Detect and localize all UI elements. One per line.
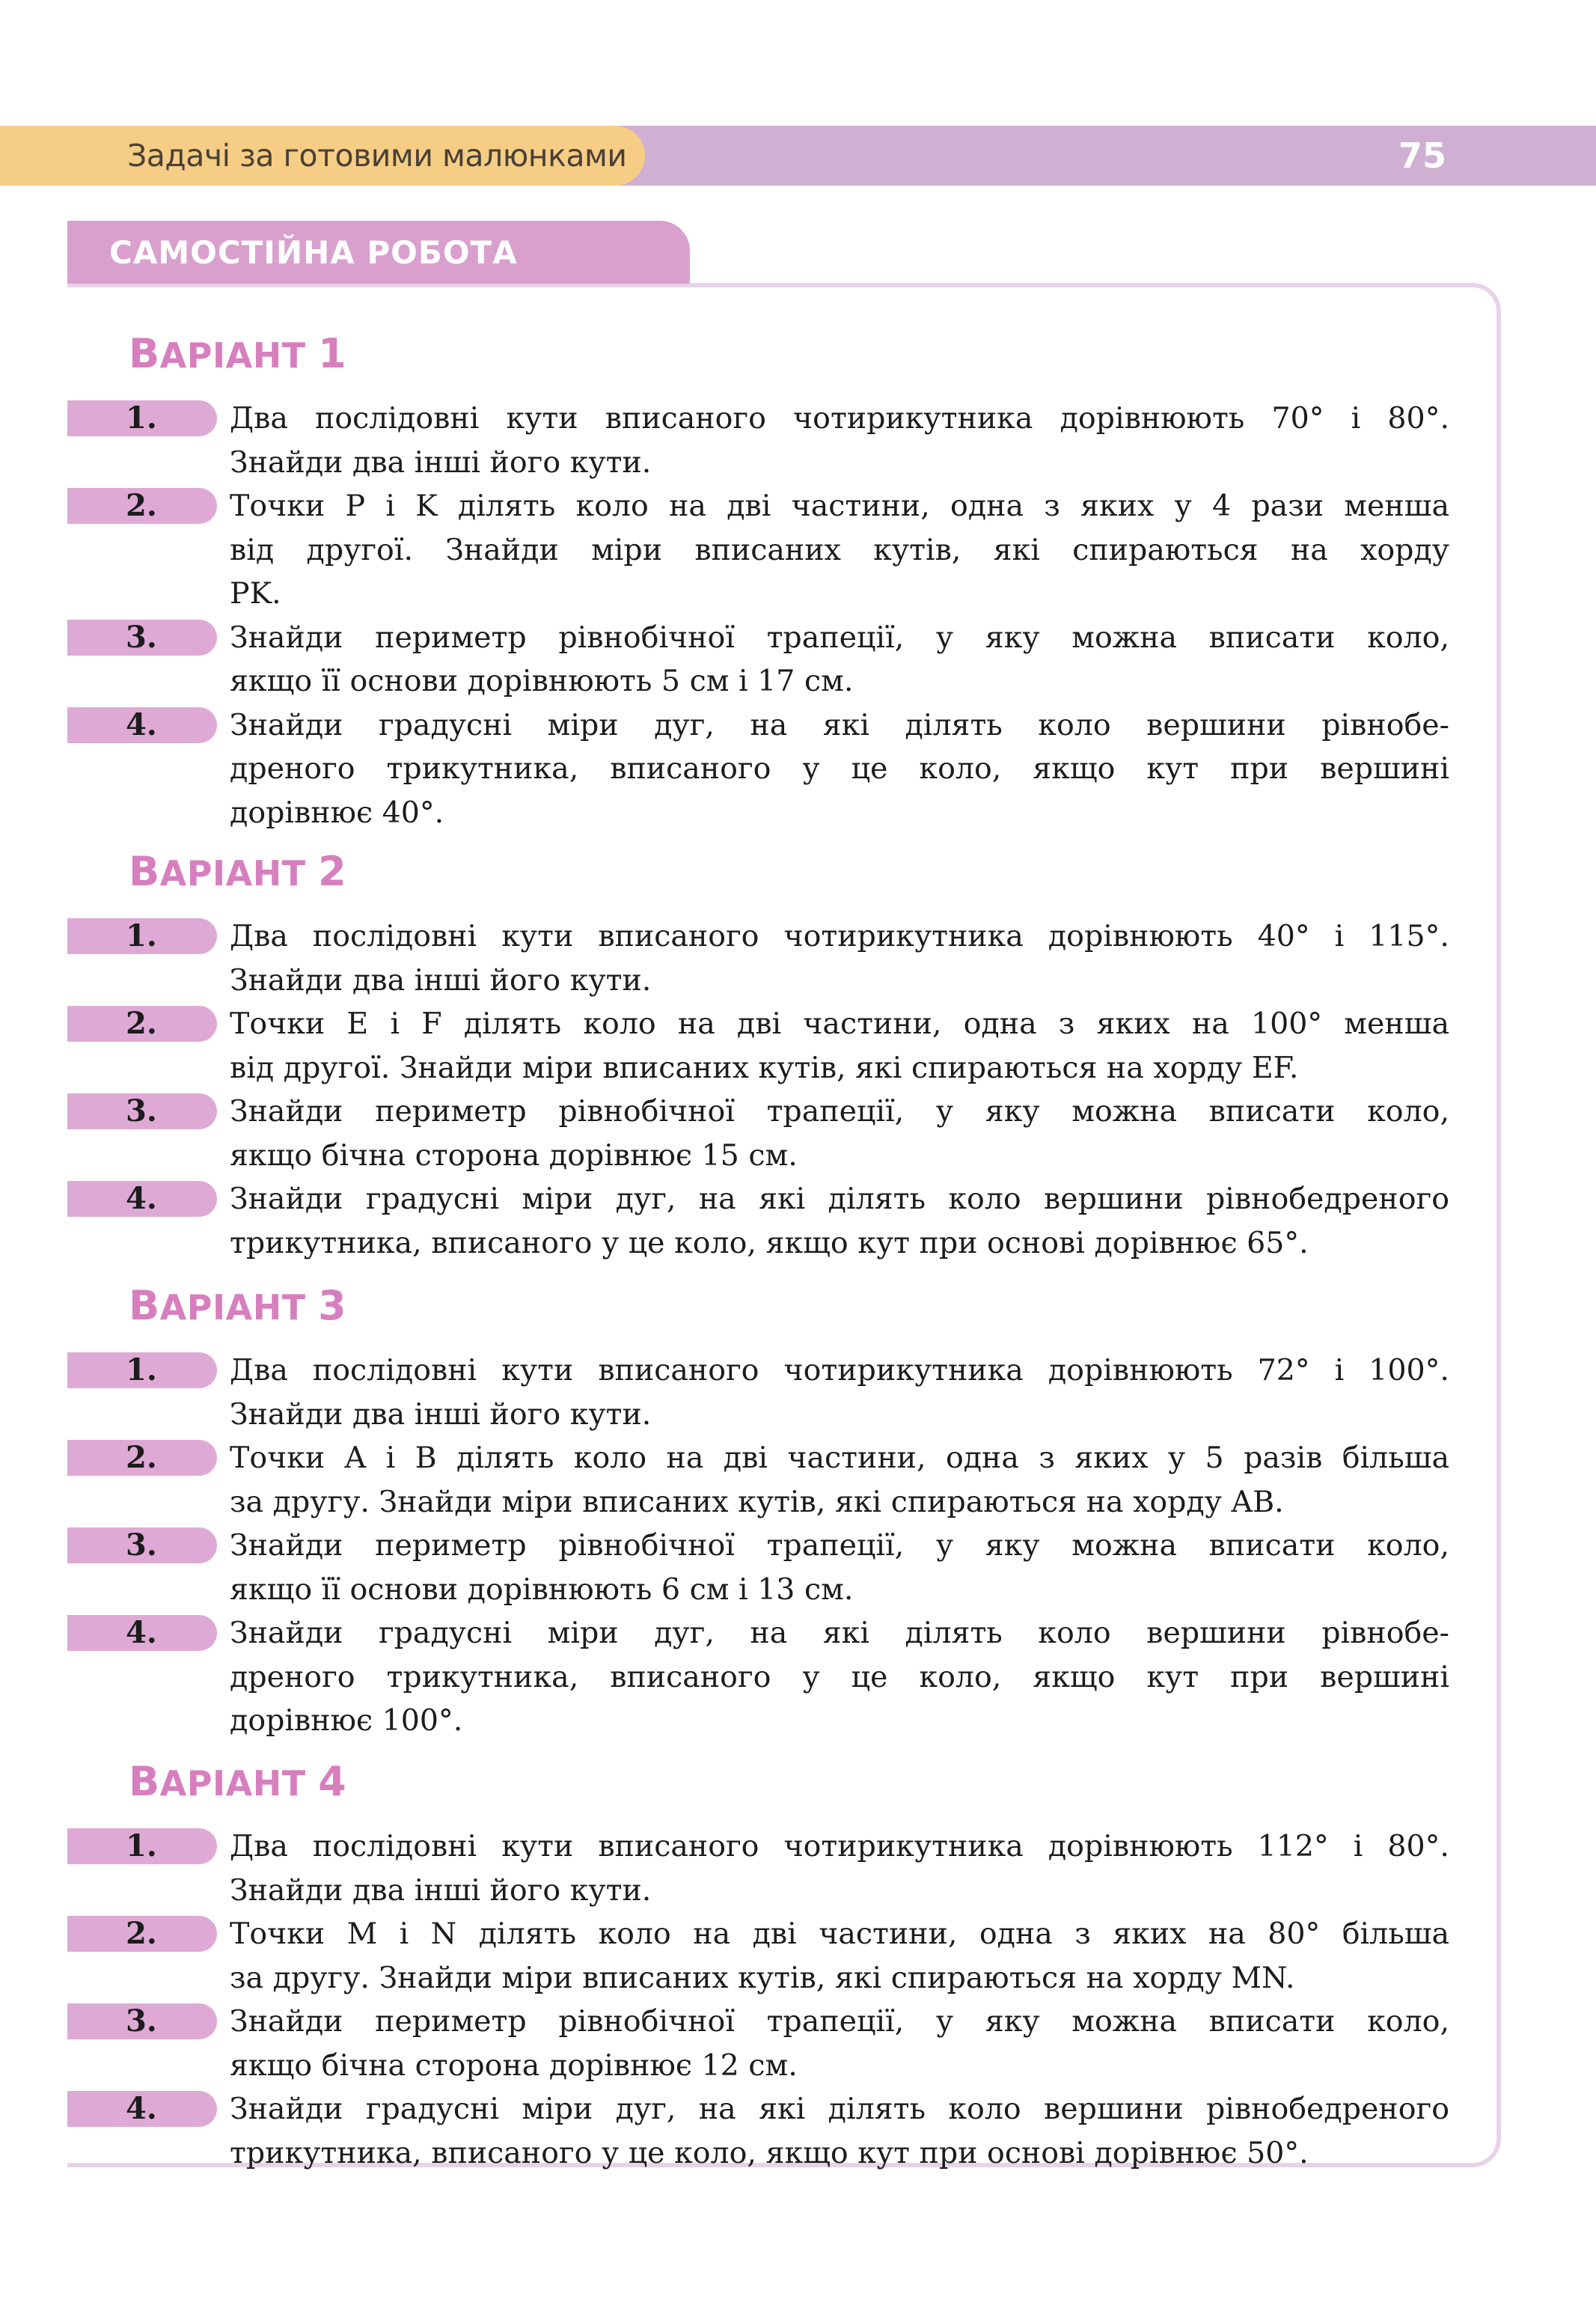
variant-heading-number: 3	[318, 1282, 347, 1329]
task-text-line: трикутника, вписаного у це коло, якщо кут при основі дорівнює 65°.	[230, 1225, 1309, 1260]
section-title: Задачі за готовими малюнками	[127, 138, 627, 174]
variant-heading	[129, 328, 346, 380]
task-text-line: Знайди градусні міри дуг, на які ділять коло вершини рівнобедреного	[230, 1182, 1449, 1216]
variant-heading-rest: АРІАНТ	[159, 335, 306, 376]
task-text-line: якщо її основи дорівнюють 6 см і 13 см.	[230, 1572, 854, 1607]
task-text-line: Знайди периметр рівнобічної трапеції, у яку можна вписати коло,	[230, 1528, 1449, 1563]
task-text-line: дорівнює 40°.	[230, 795, 444, 830]
task-text-line: Знайди два інші його кути.	[230, 1396, 652, 1432]
task-text-line: PK.	[230, 576, 281, 611]
task-number: 3.	[126, 1527, 157, 1563]
task-text-line: трикутника, вписаного у це коло, якщо кут при основі дорівнює 50°.	[230, 2135, 1309, 2170]
task-number: 3.	[126, 619, 157, 655]
task-text-line: Два послідовні кути вписаного чотирикутника дорівнюють 70° і 80°.	[230, 401, 1449, 436]
task-text-line: Точки E і F ділять коло на дві частини, одна з яких на 100° менша	[230, 1007, 1449, 1041]
task-text-line: якщо її основи дорівнюють 5 см і 17 см.	[230, 664, 854, 698]
task-text-line: Знайди градусні міри дуг, на які ділять коло вершини рівнобе-	[230, 707, 1449, 742]
task-text-line: дорівнює 100°.	[230, 1703, 463, 1738]
task-text-line: дреного трикутника, вписаного у це коло, якщо кут при вершині	[230, 751, 1449, 786]
task-number: 3.	[126, 1093, 157, 1129]
task-number: 3.	[126, 2003, 157, 2039]
task-text-line: Два послідовні кути вписаного чотирикутника дорівнюють 72° і 100°.	[230, 1353, 1449, 1387]
variant-heading-initial: В	[129, 1282, 160, 1329]
task-text-line: за другу. Знайди міри вписаних кутів, які спираються на хорду AB.	[230, 1484, 1284, 1519]
task-number: 2.	[126, 1916, 157, 1951]
page-number: 75	[1398, 135, 1446, 176]
task-text-line: Знайди периметр рівнобічної трапеції, у яку можна вписати коло,	[230, 2004, 1449, 2039]
task-number: 4.	[126, 1181, 157, 1216]
task-text-line: Знайди два інші його кути.	[230, 1872, 652, 1908]
task-text-line: Знайди градусні міри дуг, на які ділять коло вершини рівнобе-	[230, 1616, 1449, 1650]
task-text-line: Точки M і N ділять коло на дві частини, одна з яких на 80° більша	[230, 1917, 1449, 1951]
task-number: 1.	[126, 1828, 157, 1863]
task-text-line: від другої. Знайди міри вписаних кутів, які спираються на хорду EF.	[230, 1050, 1299, 1085]
task-number: 2.	[126, 1006, 157, 1041]
task-text-line: якщо бічна сторона дорівнює 12 см.	[230, 2048, 798, 2083]
task-number: 1.	[126, 918, 157, 953]
task-text-line: Знайди периметр рівнобічної трапеції, у яку можна вписати коло,	[230, 620, 1449, 655]
task-text-line: якщо бічна сторона дорівнює 15 см.	[230, 1138, 798, 1173]
task-text-line: Два послідовні кути вписаного чотирикутника дорівнюють 112° і 80°.	[230, 1829, 1449, 1863]
task-text-line: за другу. Знайди міри вписаних кутів, які спираються на хорду MN.	[230, 1960, 1295, 1995]
variant-heading	[129, 1756, 346, 1808]
variant-heading-rest: АРІАНТ	[159, 1287, 306, 1328]
variant-heading	[129, 846, 346, 898]
variant-heading-initial: В	[129, 330, 160, 377]
variant-heading-initial: В	[129, 848, 160, 895]
variant-heading-rest: АРІАНТ	[159, 853, 306, 894]
variant-heading-initial: В	[129, 1758, 160, 1805]
task-number: 1.	[126, 400, 157, 436]
task-text-line: від другої. Знайди міри вписаних кутів, які спираються на хорду	[230, 532, 1449, 567]
task-text-line: Точки A і B ділять коло на дві частини, одна з яких у 5 разів більша	[230, 1441, 1449, 1475]
variant-heading-number: 2	[318, 848, 347, 895]
task-number: 4.	[126, 2091, 157, 2126]
task-number: 2.	[126, 488, 157, 523]
task-text-line: Знайди периметр рівнобічної трапеції, у яку можна вписати коло,	[230, 1094, 1449, 1129]
variant-heading-number: 4	[318, 1758, 347, 1805]
task-text-line: Знайди два інші його кути.	[230, 962, 652, 998]
task-text-line: дреного трикутника, вписаного у це коло, якщо кут при вершині	[230, 1659, 1449, 1694]
task-number: 2.	[126, 1440, 157, 1475]
task-text-line: Точки P і K ділять коло на дві частини, одна з яких у 4 рази менша	[230, 489, 1449, 523]
variant-heading-rest: АРІАНТ	[159, 1763, 306, 1804]
task-number: 1.	[126, 1352, 157, 1387]
work-title: САМОСТІЙНА РОБОТА	[109, 234, 518, 271]
variant-heading-number: 1	[318, 330, 347, 377]
variant-heading	[129, 1280, 346, 1332]
task-number: 4.	[126, 1615, 157, 1650]
task-text-line: Знайди два інші його кути.	[230, 445, 652, 480]
task-text-line: Два послідовні кути вписаного чотирикутника дорівнюють 40° і 115°.	[230, 919, 1449, 953]
task-number: 4.	[126, 706, 157, 742]
task-text-line: Знайди градусні міри дуг, на які ділять коло вершини рівнобедреного	[230, 2092, 1449, 2126]
